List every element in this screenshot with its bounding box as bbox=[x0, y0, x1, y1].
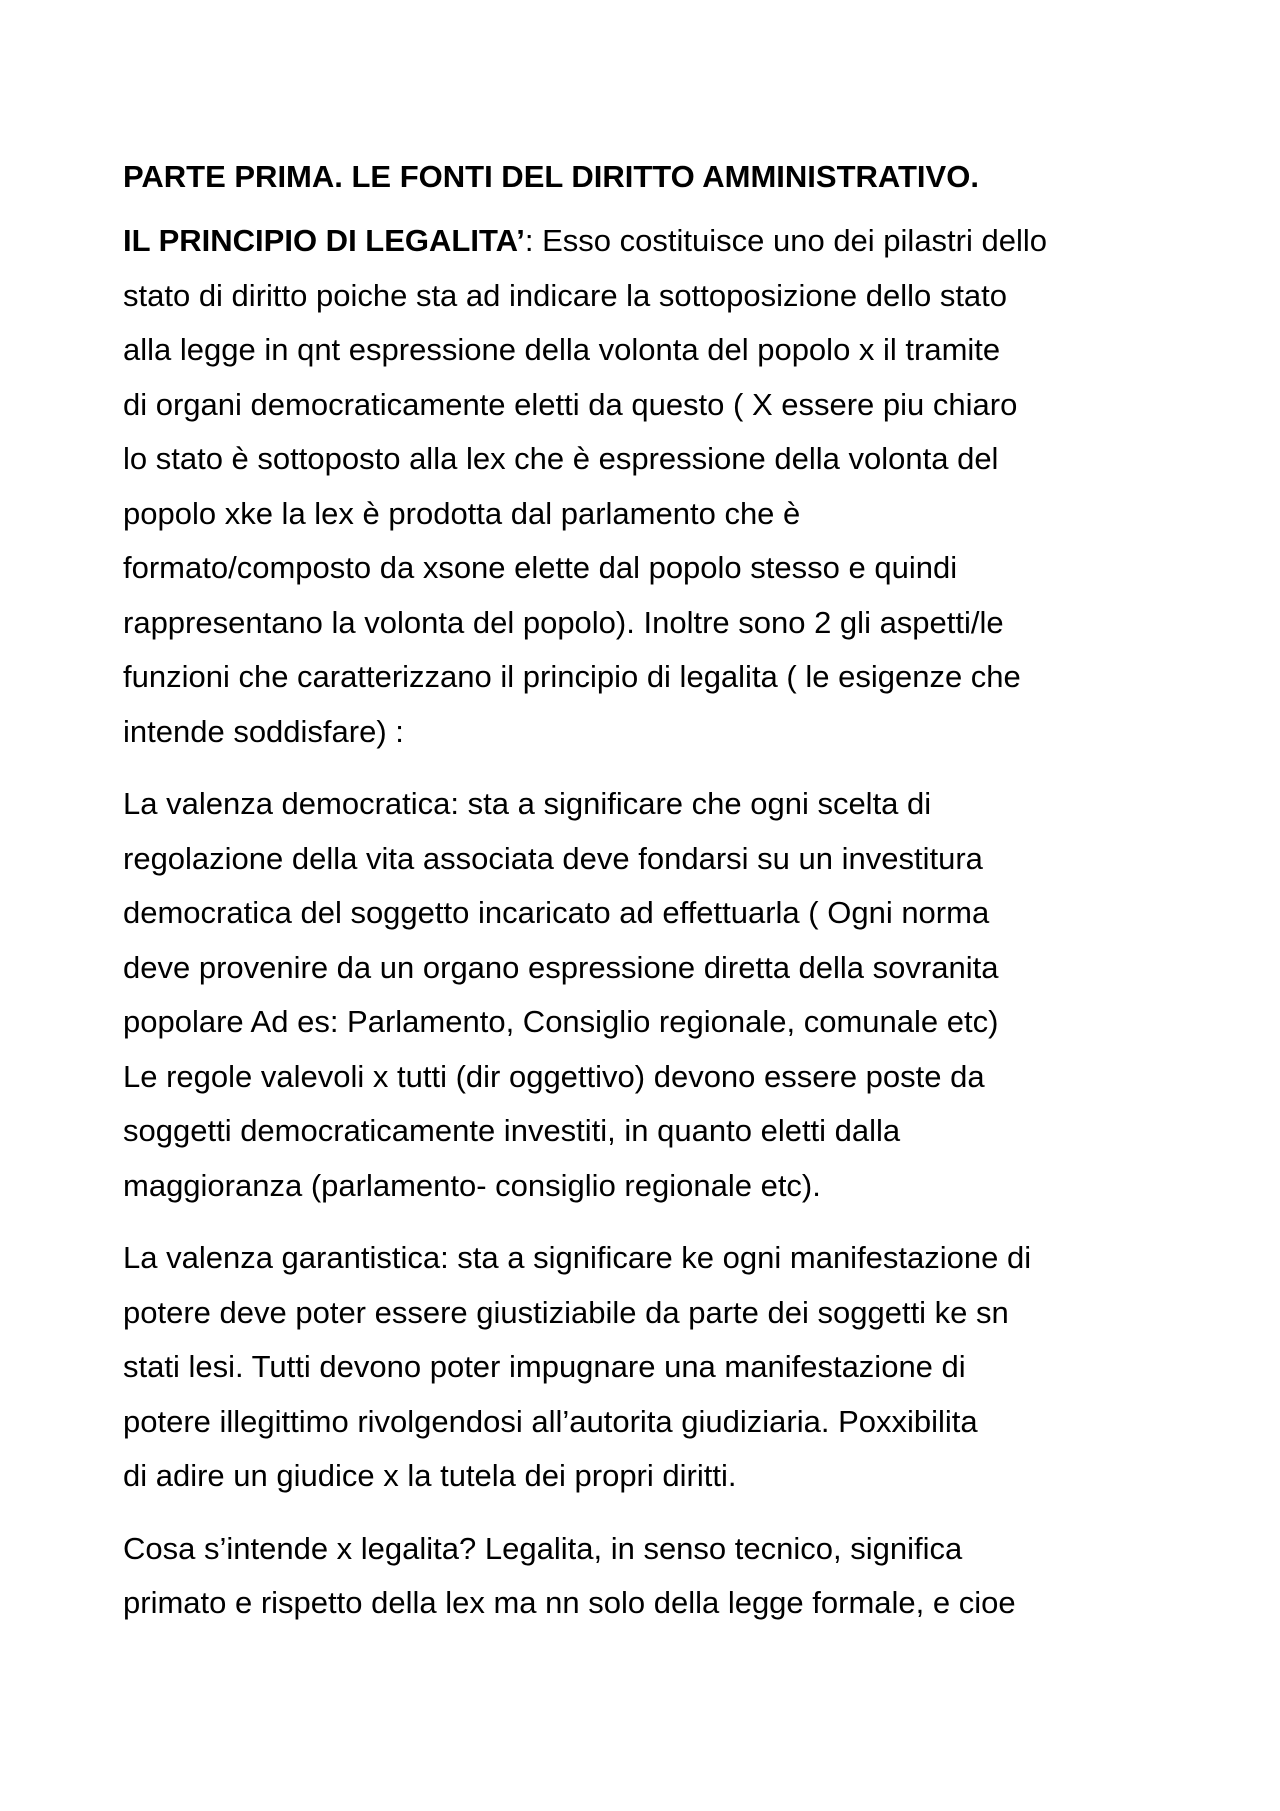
paragraph-line-text: : Esso costituisce uno dei pilastri dello bbox=[524, 223, 1047, 258]
paragraph-line: stato di diritto poiche sta ad indicare la sottoposizione dello stato bbox=[123, 277, 1008, 313]
paragraph-line: soggetti democraticamente investiti, in quanto eletti dalla bbox=[123, 1113, 901, 1148]
paragraph-line: primato e rispetto della lex ma nn solo della legge formale, e cioe bbox=[123, 1585, 1016, 1620]
paragraph-line: maggioranza (parlamento- consiglio regionale etc). bbox=[123, 1167, 821, 1203]
document-page bbox=[123, 150, 1203, 1649]
paragraph-line: di adire un giudice x la tutela dei propri diritti. bbox=[123, 1458, 737, 1493]
paragraph-cosa-si-intende bbox=[123, 1522, 1203, 1631]
paragraph-line: deve provenire da un organo espressione diretta della sovranita bbox=[123, 949, 999, 985]
paragraph-valenza-democratica bbox=[123, 777, 1203, 1213]
paragraph-line: Le regole valevoli x tutti (dir oggettivo) devono essere poste da bbox=[123, 1058, 985, 1094]
paragraph-line: lo stato è sottoposto alla lex che è espressione della volonta del bbox=[123, 441, 999, 476]
paragraph-line: La valenza democratica: sta a significare che ogni scelta di bbox=[123, 786, 932, 821]
paragraph-line: popolo xke la lex è prodotta dal parlamento che è bbox=[123, 495, 801, 531]
section-lead-term: IL PRINCIPIO DI LEGALITA’ bbox=[123, 223, 525, 258]
paragraph-line: stati lesi. Tutti devono poter impugnare una manifestazione di bbox=[123, 1349, 966, 1384]
paragraph-valenza-garantistica bbox=[123, 1231, 1203, 1504]
paragraph-line: regolazione della vita associata deve fondarsi su un investitura bbox=[123, 840, 983, 876]
paragraph-line: di organi democraticamente eletti da questo ( X essere piu chiaro bbox=[123, 386, 1018, 422]
paragraph-line: La valenza garantistica: sta a significare ke ogni manifestazione di bbox=[123, 1240, 1032, 1275]
paragraph-line: formato/composto da xsone elette dal popolo stesso e quindi bbox=[123, 550, 958, 585]
paragraph-line: rappresentano la volonta del popolo). Inoltre sono 2 gli aspetti/le bbox=[123, 604, 1004, 640]
paragraph-line: popolare Ad es: Parlamento, Consiglio regionale, comunale etc) bbox=[123, 1004, 999, 1039]
paragraph-line: democratica del soggetto incaricato ad effettuarla ( Ogni norma bbox=[123, 895, 990, 930]
paragraph-principio-legalita bbox=[123, 214, 1203, 759]
paragraph-line: funzioni che caratterizzano il principio di legalita ( le esigenze che bbox=[123, 659, 1021, 694]
paragraph-line: alla legge in qnt espressione della volonta del popolo x il tramite bbox=[123, 332, 1001, 367]
paragraph-line: intende soddisfare) : bbox=[123, 713, 404, 749]
paragraph-line bbox=[123, 214, 1203, 269]
paragraph-line: Cosa s’intende x legalita? Legalita, in senso tecnico, significa bbox=[123, 1530, 963, 1566]
paragraph-line: potere illegittimo rivolgendosi all’autorita giudiziaria. Poxxibilita bbox=[123, 1403, 978, 1439]
paragraph-line: potere deve poter essere giustiziabile da parte dei soggetti ke sn bbox=[123, 1294, 1009, 1330]
document-heading: PARTE PRIMA. LE FONTI DEL DIRITTO AMMINISTRATIVO. bbox=[123, 159, 979, 194]
